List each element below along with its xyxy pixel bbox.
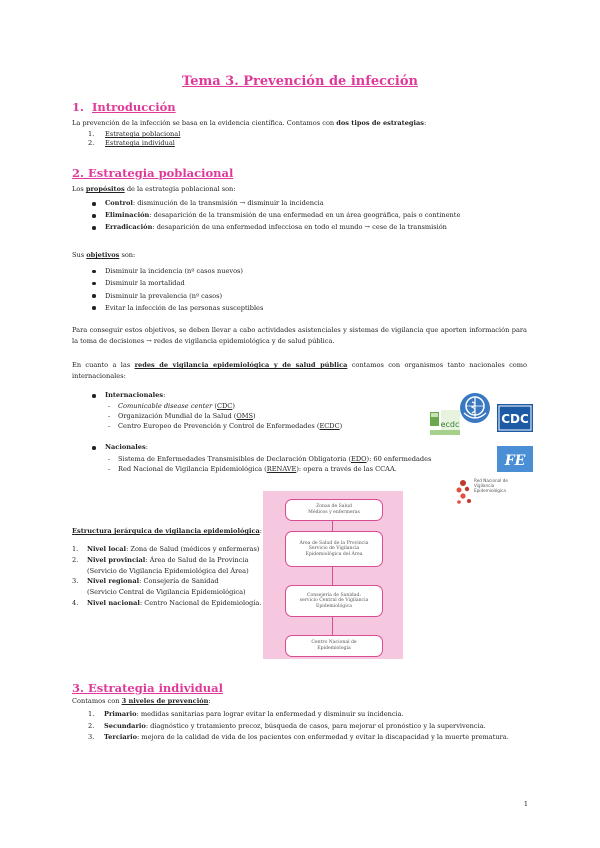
section-3-heading bbox=[72, 681, 223, 695]
paren: ) bbox=[232, 402, 235, 410]
prevention-levels-list bbox=[88, 709, 528, 744]
item-number: 3. bbox=[72, 577, 79, 586]
text: Sus bbox=[72, 251, 87, 259]
list-item bbox=[108, 411, 342, 422]
list-item bbox=[88, 265, 263, 277]
definition: : desaparición de una enfermedad infecciosa en todo el mundo → cese de la transmisión bbox=[152, 223, 447, 231]
item-number: 2. bbox=[88, 139, 95, 147]
dash-icon: - bbox=[108, 402, 111, 410]
term: Primario bbox=[104, 710, 137, 718]
org-detail: ): 60 enfermedades bbox=[366, 455, 432, 463]
group-label: Nacionales bbox=[105, 443, 146, 451]
definition: : medidas sanitarias para lograr evitar la enfermedad y disminuir su incidencia. bbox=[136, 710, 404, 718]
org-name: Comunicable disease center bbox=[118, 402, 213, 410]
bullet-icon bbox=[92, 294, 96, 298]
item-text: Estrategia poblacional bbox=[105, 130, 181, 138]
list-item bbox=[72, 544, 262, 555]
nacionales-sublist bbox=[108, 454, 432, 474]
cdc-logo-icon bbox=[496, 403, 534, 433]
term: Nivel nacional bbox=[87, 598, 140, 607]
org-name: Red Nacional de Vigilancia Epidemiológica ( bbox=[118, 465, 267, 473]
definition: : mejora de la calidad de vida de los pacientes con enfermedad y evitar la discapacidad y la muerte prematura. bbox=[137, 733, 509, 741]
emphasis: propósitos bbox=[85, 185, 125, 193]
intro-text: La prevención de la infección se basa en la evidencia científica. Contamos con bbox=[72, 119, 337, 127]
org-name: Sistema de Enfermedades Transmisibles de Declaración Obligatoria ( bbox=[118, 455, 352, 463]
diagram-box-local bbox=[285, 499, 383, 521]
list-item bbox=[88, 223, 460, 232]
strategy-list bbox=[88, 130, 180, 148]
propositos-list bbox=[88, 199, 460, 232]
box-line: Epidemiología bbox=[317, 646, 351, 651]
box-line: Zonas de Salud bbox=[316, 504, 352, 510]
item-number: 4. bbox=[72, 598, 79, 607]
org-name: Organización Mundial de la Salud ( bbox=[118, 411, 237, 420]
arrow-connector bbox=[332, 520, 333, 531]
paragraph-redes bbox=[72, 360, 527, 381]
org-detail: ): opera a través de las CCAA. bbox=[296, 465, 397, 473]
svg-text:FE: FE bbox=[504, 453, 526, 469]
ecdc-logo-icon bbox=[428, 408, 462, 438]
list-item-sub: (Servicio Central de Vigilancia Epidemiológica) bbox=[87, 588, 246, 597]
box-line: servicio Central de Vigilancia bbox=[299, 598, 369, 604]
term: Eliminación bbox=[105, 211, 150, 219]
box-line: Área de Salud de la Provincia bbox=[299, 540, 369, 546]
paren: ( bbox=[212, 402, 217, 410]
arrow-connector bbox=[332, 566, 333, 585]
list-item-sub: (Servicio de Vigilancia Epidemiológica del Área) bbox=[87, 566, 249, 575]
emphasis: 3 niveles de prevención bbox=[121, 697, 209, 705]
organismos-list bbox=[88, 391, 165, 400]
text: contamos con organismos tanto nacionales como internacionales: bbox=[72, 361, 527, 380]
list-item bbox=[108, 402, 342, 412]
dash-icon: - bbox=[108, 455, 111, 463]
term: Nivel local bbox=[87, 545, 127, 553]
item-text: Disminuir la incidencia (nº casos nuevos) bbox=[105, 267, 244, 275]
dash-icon: - bbox=[108, 411, 111, 420]
item-number: 3. bbox=[88, 733, 95, 741]
org-name: Centro Europeo de Prevención y Control de Enfermedades ( bbox=[118, 421, 320, 430]
text: de la estrategia poblacional son: bbox=[124, 185, 236, 193]
paren: ) bbox=[253, 411, 256, 420]
bullet-icon bbox=[92, 202, 96, 206]
list-item bbox=[88, 211, 460, 220]
dash-icon: - bbox=[108, 421, 111, 430]
bullet-icon bbox=[92, 394, 96, 398]
definition: : Zona de Salud (médicos y enfermeras) bbox=[126, 545, 260, 553]
list-item bbox=[72, 576, 262, 587]
section-3-title: 3. Estrategia individual bbox=[72, 681, 223, 695]
list-item bbox=[88, 732, 528, 744]
org-abbrev: RENAVE bbox=[266, 465, 297, 473]
list-item-internacionales: Internacionales: bbox=[88, 391, 165, 400]
emphasis: Estructura jerárquica de vigilancia epidemiológica bbox=[72, 527, 260, 535]
item-text: Disminuir la prevalencia (nº casos) bbox=[105, 291, 223, 300]
item-number: 1. bbox=[88, 710, 95, 718]
definition: : disminución de la transmisión → disminuir la incidencia bbox=[132, 199, 324, 207]
item-number: 1. bbox=[72, 545, 79, 553]
intro-colon: : bbox=[424, 119, 427, 127]
niveles-list bbox=[72, 544, 262, 609]
bullet-icon bbox=[92, 446, 96, 450]
paren: ) bbox=[339, 421, 343, 430]
box-line: Consejería de Sanidad: bbox=[307, 592, 361, 598]
fe-logo-icon bbox=[496, 445, 534, 473]
term: Erradicación bbox=[105, 223, 153, 231]
text: Los bbox=[72, 185, 86, 193]
list-item bbox=[88, 199, 460, 208]
section-1-title: Introducción bbox=[92, 100, 176, 114]
who-logo-icon bbox=[458, 391, 492, 425]
list-item bbox=[72, 555, 262, 566]
emphasis: objetivos bbox=[86, 251, 120, 259]
renave-logo-icon bbox=[455, 477, 527, 511]
list-item bbox=[108, 464, 431, 474]
term: Nivel regional bbox=[87, 577, 140, 586]
bullet-icon bbox=[92, 306, 96, 310]
paragraph-objetivos: Para conseguir estos objetivos, se deben llevar a cabo actividades asistenciales y sistemas de vigilancia que aporten información para la toma de decisiones → redes de vigilancia epidemiológica y de salud pública. bbox=[72, 326, 527, 345]
term: Control bbox=[105, 199, 133, 207]
objetivos-list bbox=[88, 265, 263, 314]
arrow-connector bbox=[332, 616, 333, 635]
item-number: 1. bbox=[88, 130, 95, 138]
text: Contamos con bbox=[72, 697, 122, 705]
text: : bbox=[208, 697, 211, 705]
diagram-box-provincial bbox=[285, 531, 383, 567]
section-3-intro bbox=[72, 697, 527, 706]
text: son: bbox=[119, 251, 136, 259]
cdc-logo-text: CDC bbox=[501, 412, 529, 426]
list-item bbox=[88, 721, 528, 733]
list-item bbox=[88, 302, 263, 314]
bullet-icon bbox=[92, 214, 96, 218]
ecdc-logo-graphic bbox=[428, 408, 462, 438]
box-line: Servicio de Vigilancia bbox=[308, 546, 360, 552]
org-abbrev: OMS bbox=[236, 411, 254, 420]
ecdc-logo-text: ecdc bbox=[440, 420, 460, 429]
organismos-list-nacionales bbox=[88, 443, 148, 452]
list-item bbox=[88, 290, 263, 302]
item-text: Estrategia individual bbox=[105, 139, 175, 147]
list-item bbox=[108, 454, 432, 464]
section-1-intro bbox=[72, 119, 527, 128]
group-label: Internacionales bbox=[105, 391, 164, 399]
box-line: Epidemiológica bbox=[316, 603, 352, 609]
list-item bbox=[72, 598, 262, 609]
item-number: 2. bbox=[72, 555, 79, 564]
box-line: Epidemiológica del Área bbox=[305, 551, 363, 557]
bullet-icon bbox=[92, 226, 96, 230]
internacionales-sublist bbox=[108, 402, 343, 431]
section-1-number: 1. bbox=[72, 100, 85, 114]
emphasis: redes de vigilancia epidemiológica y de salud pública bbox=[134, 361, 348, 369]
list-item bbox=[88, 277, 263, 289]
box-line: Centro Nacional de bbox=[311, 640, 357, 646]
diagram-box-nacional bbox=[285, 635, 383, 657]
dash-icon: - bbox=[108, 465, 111, 473]
box-line: Médicos y enfermeras bbox=[308, 510, 360, 515]
org-abbrev: EDO bbox=[351, 455, 367, 463]
bullet-icon bbox=[92, 270, 96, 274]
definition: : diagnóstico y tratamiento precoz, búsqueda de casos, para mejorar el pronóstico y la supervivencia. bbox=[145, 721, 486, 730]
renave-logo-text: Red Nacional de Vigilancia Epidemiológica bbox=[474, 478, 508, 493]
item-text: Evitar la infección de las personas susceptibles bbox=[105, 303, 264, 312]
definition: : Área de Salud de la Provincia bbox=[145, 555, 249, 564]
definition: : desaparición de la transmisión de una enfermedad en un área geográfica, país o continente bbox=[149, 211, 461, 219]
list-item bbox=[88, 130, 180, 139]
org-abbrev: CDC bbox=[216, 402, 233, 410]
term: Secundario bbox=[104, 721, 146, 730]
section-1-heading bbox=[72, 100, 176, 114]
intro-emphasis: dos tipos de estrategias bbox=[336, 119, 424, 127]
definition: : Centro Nacional de Epidemiología. bbox=[139, 598, 262, 607]
list-item bbox=[88, 139, 180, 148]
item-text: Disminuir la mortalidad bbox=[105, 279, 185, 288]
estructura-title bbox=[72, 527, 272, 536]
propositos-intro bbox=[72, 185, 527, 194]
diagram-box-regional bbox=[285, 585, 383, 617]
vigilancia-hierarchy-diagram bbox=[263, 491, 403, 659]
term: Nivel provincial bbox=[87, 555, 146, 564]
org-abbrev: ECDC bbox=[319, 421, 340, 430]
objetivos-intro bbox=[72, 251, 527, 260]
text: En cuanto a las bbox=[72, 361, 135, 369]
item-number: 2. bbox=[88, 721, 95, 730]
page-number: 1 bbox=[523, 800, 528, 808]
definition: : Consejería de Sanidad bbox=[139, 577, 219, 586]
term: Terciario bbox=[104, 733, 137, 741]
list-item bbox=[88, 709, 528, 721]
colon: : bbox=[259, 527, 262, 535]
section-2-heading bbox=[72, 166, 233, 180]
page-title: Tema 3. Prevención de infección bbox=[182, 74, 418, 89]
section-2-title: 2. Estrategia poblacional bbox=[72, 166, 234, 180]
list-item-nacionales: Nacionales: bbox=[88, 443, 148, 452]
list-item bbox=[108, 421, 343, 432]
bullet-icon bbox=[92, 282, 96, 286]
